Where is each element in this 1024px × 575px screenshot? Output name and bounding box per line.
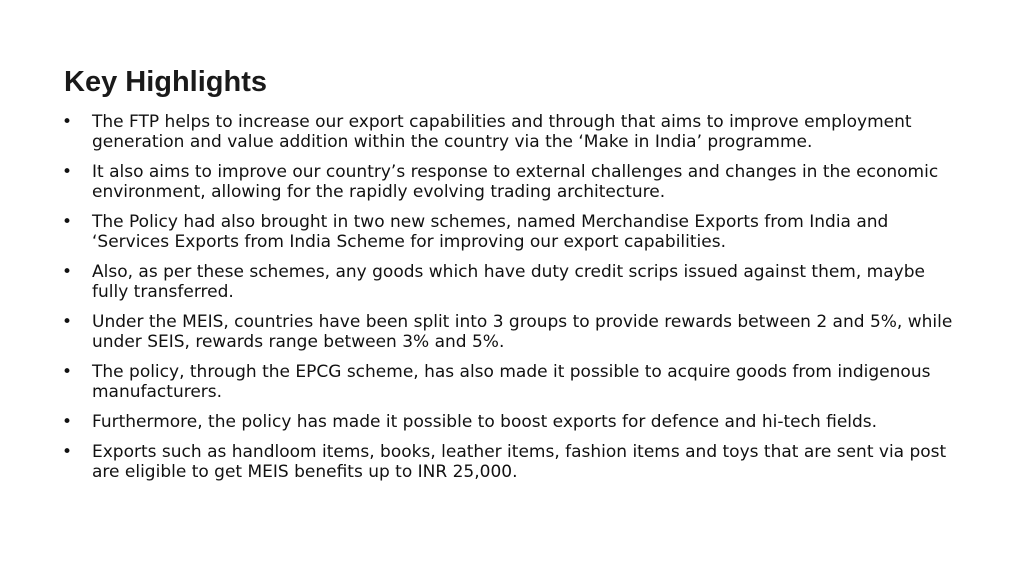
bullet-item [60, 162, 965, 202]
bullet-item [60, 362, 965, 402]
bullet-icon: • [62, 262, 73, 282]
bullet-text: The Policy had also brought in two new schemes, named Merchandise Exports from India and ‘Services Exports from India Scheme for improving our export capabilities. [92, 212, 889, 252]
slide-title: Key Highlights [64, 66, 268, 98]
bullet-item [60, 442, 965, 482]
bullet-text: It also aims to improve our country’s response to external challenges and changes in the economic environment, allowing for the rapidly evolving trading architecture. [92, 162, 939, 202]
bullet-icon: • [62, 312, 73, 332]
bullet-text: Also, as per these schemes, any goods which have duty credit scrips issued against them, maybe fully transferred. [92, 262, 925, 302]
bullet-icon: • [62, 212, 73, 232]
bullet-text: Furthermore, the policy has made it possible to boost exports for defence and hi-tech fields. [92, 412, 878, 432]
bullet-item [60, 112, 965, 152]
bullet-item [60, 312, 965, 352]
bullet-icon: • [62, 412, 73, 432]
bullet-item [60, 412, 965, 432]
bullet-text: The FTP helps to increase our export capabilities and through that aims to improve employment generation and value addition within the country via the ‘Make in India’ programme. [92, 112, 912, 152]
bullet-list [60, 112, 965, 492]
bullet-text: Exports such as handloom items, books, leather items, fashion items and toys that are sent via post are eligible to get MEIS benefits up to INR 25,000. [92, 442, 947, 482]
bullet-item [60, 212, 965, 252]
bullet-text: Under the MEIS, countries have been split into 3 groups to provide rewards between 2 and 5%, while under SEIS, rewards range between 3% and 5%. [92, 312, 953, 352]
bullet-icon: • [62, 362, 73, 382]
bullet-item [60, 262, 965, 302]
bullet-icon: • [62, 162, 73, 182]
bullet-text: The policy, through the EPCG scheme, has also made it possible to acquire goods from indigenous manufacturers. [92, 362, 931, 402]
bullet-icon: • [62, 442, 73, 462]
bullet-icon: • [62, 112, 73, 132]
